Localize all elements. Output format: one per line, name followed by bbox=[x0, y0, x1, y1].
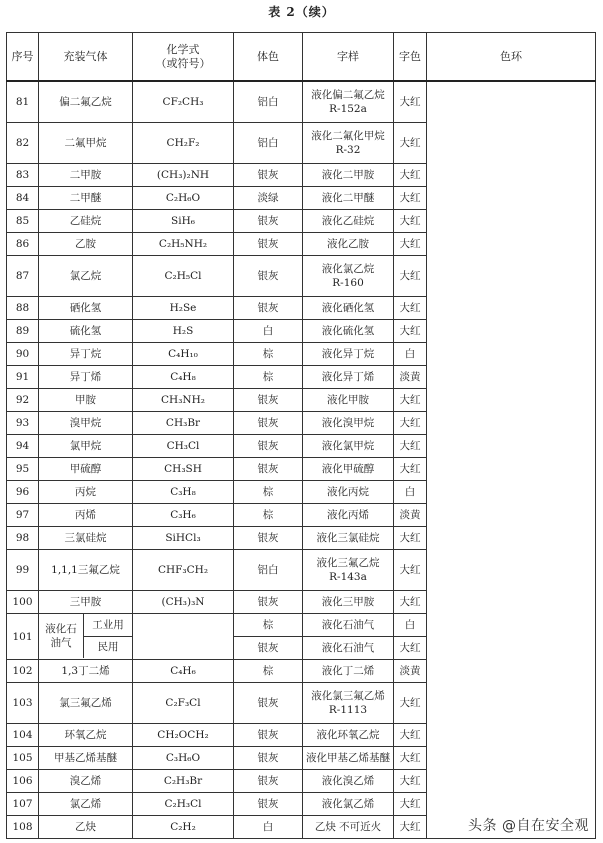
row-body-color: 棕 bbox=[234, 614, 303, 637]
row-text bbox=[303, 527, 394, 550]
row-gas: 异丁烯 bbox=[39, 366, 133, 389]
header-no: 序号 bbox=[7, 33, 39, 82]
row-text-line1: 液化三氟乙烷 bbox=[316, 557, 380, 569]
row-gas: 偏二氟乙烷 bbox=[39, 81, 133, 123]
row-body-color: 银灰 bbox=[234, 591, 303, 614]
header-body-color: 体色 bbox=[234, 33, 303, 82]
row-gas: 氯甲烷 bbox=[39, 435, 133, 458]
row-formula: C₂H₃Cl bbox=[133, 793, 234, 816]
row-text-line1: 液化乙胺 bbox=[327, 238, 369, 250]
ring-cell bbox=[427, 81, 596, 839]
row-gas: 异丁烷 bbox=[39, 343, 133, 366]
row-formula bbox=[133, 614, 234, 660]
row-text-color: 大红 bbox=[394, 793, 427, 816]
row-gas: 丙烯 bbox=[39, 504, 133, 527]
row-gas: 甲胺 bbox=[39, 389, 133, 412]
row-text-line1: 液化硒化氢 bbox=[321, 302, 375, 314]
row-body-color: 银灰 bbox=[234, 637, 303, 660]
row-no: 98 bbox=[7, 527, 39, 550]
row-text-line1: 液化异丁烷 bbox=[321, 348, 375, 360]
row-text bbox=[303, 504, 394, 527]
row-text-color: 淡黄 bbox=[394, 660, 427, 683]
row-text bbox=[303, 770, 394, 793]
row-text-color: 大红 bbox=[394, 187, 427, 210]
row-text-color: 大红 bbox=[394, 81, 427, 123]
row-text-color: 大红 bbox=[394, 458, 427, 481]
header-formula-line1: 化学式 bbox=[166, 42, 200, 56]
row-text bbox=[303, 747, 394, 770]
header-formula-line2: （或符号） bbox=[155, 56, 211, 70]
row-text-color: 大红 bbox=[394, 320, 427, 343]
row-text: 液化石油气 bbox=[303, 637, 394, 660]
row-text-color: 大红 bbox=[394, 724, 427, 747]
row-formula: (CH₃)₂NH bbox=[133, 164, 234, 187]
lpg-industrial: 工业用 bbox=[84, 614, 132, 637]
row-text-line1: 液化溴甲烷 bbox=[321, 417, 375, 429]
row-body-color: 白 bbox=[234, 320, 303, 343]
row-text-line1: 液化偏二氟乙烷 bbox=[311, 89, 385, 101]
row-no: 88 bbox=[7, 297, 39, 320]
row-formula: SiHCl₃ bbox=[133, 527, 234, 550]
row-no: 103 bbox=[7, 683, 39, 724]
row-text-color: 大红 bbox=[394, 550, 427, 591]
row-formula: CH₃NH₂ bbox=[133, 389, 234, 412]
row-gas: 甲硫醇 bbox=[39, 458, 133, 481]
row-text-line1: 液化硫化氢 bbox=[321, 325, 375, 337]
row-body-color: 银灰 bbox=[234, 297, 303, 320]
row-formula: H₂Se bbox=[133, 297, 234, 320]
row-no: 106 bbox=[7, 770, 39, 793]
row-body-color: 棕 bbox=[234, 504, 303, 527]
row-no: 102 bbox=[7, 660, 39, 683]
row-gas: 氯三氟乙烯 bbox=[39, 683, 133, 724]
row-text-color: 大红 bbox=[394, 683, 427, 724]
row-text-line2: R-152a bbox=[329, 103, 367, 115]
header-row bbox=[7, 33, 596, 82]
row-formula: C₂H₅Cl bbox=[133, 256, 234, 297]
row-formula: CHF₃CH₂ bbox=[133, 550, 234, 591]
row-text bbox=[303, 660, 394, 683]
row-gas: 甲基乙烯基醚 bbox=[39, 747, 133, 770]
row-text-line1: 液化二甲醚 bbox=[321, 192, 375, 204]
row-no: 94 bbox=[7, 435, 39, 458]
row-formula: CH₂OCH₂ bbox=[133, 724, 234, 747]
row-no: 85 bbox=[7, 210, 39, 233]
row-text-color: 大红 bbox=[394, 412, 427, 435]
lpg-label-line1: 液化石 bbox=[45, 623, 77, 635]
row-text-line1: 液化环氧乙烷 bbox=[316, 729, 380, 741]
row-text bbox=[303, 550, 394, 591]
row-text-line2: R-1113 bbox=[328, 704, 368, 716]
row-text-color: 大红 bbox=[394, 164, 427, 187]
row-text-line1: 液化二氟化甲烷 bbox=[311, 130, 385, 142]
row-text-line1: 液化异丁烯 bbox=[321, 371, 375, 383]
row-formula: C₂H₂ bbox=[133, 816, 234, 839]
row-body-color: 棕 bbox=[234, 481, 303, 504]
row-no: 108 bbox=[7, 816, 39, 839]
row-body-color: 银灰 bbox=[234, 210, 303, 233]
row-text-color: 大红 bbox=[394, 210, 427, 233]
row-no: 91 bbox=[7, 366, 39, 389]
row-body-color: 银灰 bbox=[234, 256, 303, 297]
row-body-color: 棕 bbox=[234, 660, 303, 683]
row-text-color: 大红 bbox=[394, 389, 427, 412]
row-gas: 二甲胺 bbox=[39, 164, 133, 187]
lpg-civil: 民用 bbox=[97, 641, 119, 653]
row-text bbox=[303, 389, 394, 412]
row-no: 104 bbox=[7, 724, 39, 747]
row-text-color: 大红 bbox=[394, 527, 427, 550]
row-gas: 乙胺 bbox=[39, 233, 133, 256]
row-text bbox=[303, 256, 394, 297]
row-text bbox=[303, 366, 394, 389]
row-body-color: 银灰 bbox=[234, 458, 303, 481]
row-gas: 三甲胺 bbox=[39, 591, 133, 614]
row-text-line2: R-143a bbox=[329, 571, 367, 583]
row-formula: C₄H₁₀ bbox=[133, 343, 234, 366]
row-body-color: 棕 bbox=[234, 343, 303, 366]
row-gas: 硒化氢 bbox=[39, 297, 133, 320]
header-ring: 色环 bbox=[427, 33, 596, 82]
row-gas: 溴甲烷 bbox=[39, 412, 133, 435]
row-text-color: 大红 bbox=[394, 591, 427, 614]
row-text bbox=[303, 320, 394, 343]
row-body-color: 棕 bbox=[234, 366, 303, 389]
row-text-line1: 液化甲基乙烯基醚 bbox=[306, 752, 390, 764]
row-text bbox=[303, 481, 394, 504]
row-formula: C₂H₆O bbox=[133, 187, 234, 210]
row-body-color: 银灰 bbox=[234, 527, 303, 550]
row-body-color: 银灰 bbox=[234, 724, 303, 747]
header-text-color: 字色 bbox=[394, 33, 427, 82]
row-body-color: 铝白 bbox=[234, 123, 303, 164]
row-no: 86 bbox=[7, 233, 39, 256]
row-no: 107 bbox=[7, 793, 39, 816]
row-no: 99 bbox=[7, 550, 39, 591]
row-text-line1: 液化氯乙烷 bbox=[321, 263, 375, 275]
watermark: 头条 @自在安全观 bbox=[468, 818, 589, 834]
row-text bbox=[303, 343, 394, 366]
row-text bbox=[303, 123, 394, 164]
row-text-color: 大红 bbox=[394, 233, 427, 256]
row-no: 89 bbox=[7, 320, 39, 343]
row-formula: C₃H₆ bbox=[133, 504, 234, 527]
row-no: 96 bbox=[7, 481, 39, 504]
table-row bbox=[7, 81, 596, 123]
row-body-color: 银灰 bbox=[234, 164, 303, 187]
row-text-color: 淡黄 bbox=[394, 366, 427, 389]
row-formula: (CH₃)₃N bbox=[133, 591, 234, 614]
row-text-line1: 液化丁二烯 bbox=[321, 665, 375, 677]
row-text bbox=[303, 816, 394, 839]
row-formula: SiH₆ bbox=[133, 210, 234, 233]
row-text-line1: 液化氯乙烯 bbox=[321, 798, 375, 810]
gas-cylinder-color-table bbox=[6, 32, 596, 839]
row-text-color: 大红 bbox=[394, 816, 427, 839]
row-text-line1: 液化甲胺 bbox=[327, 394, 369, 406]
row-text-color: 白 bbox=[394, 614, 427, 637]
row-text bbox=[303, 210, 394, 233]
row-text-color: 白 bbox=[394, 343, 427, 366]
row-text-color: 大红 bbox=[394, 256, 427, 297]
row-no: 95 bbox=[7, 458, 39, 481]
row-text bbox=[303, 164, 394, 187]
row-formula: C₃H₈ bbox=[133, 481, 234, 504]
row-gas: 二甲醚 bbox=[39, 187, 133, 210]
row-text-color: 大红 bbox=[394, 297, 427, 320]
row-formula: C₂F₃Cl bbox=[133, 683, 234, 724]
row-no: 90 bbox=[7, 343, 39, 366]
row-text bbox=[303, 81, 394, 123]
row-no: 101 bbox=[7, 614, 39, 660]
row-text bbox=[303, 233, 394, 256]
row-formula: C₃H₆O bbox=[133, 747, 234, 770]
row-no: 105 bbox=[7, 747, 39, 770]
row-body-color: 银灰 bbox=[234, 747, 303, 770]
row-text bbox=[303, 187, 394, 210]
row-formula: C₄H₆ bbox=[133, 660, 234, 683]
row-body-color: 银灰 bbox=[234, 233, 303, 256]
row-text-color: 大红 bbox=[394, 747, 427, 770]
row-text bbox=[303, 683, 394, 724]
row-formula: C₂H₅NH₂ bbox=[133, 233, 234, 256]
row-text-color: 大红 bbox=[394, 637, 427, 660]
row-text-line1: 液化甲硫醇 bbox=[321, 463, 375, 475]
row-gas: 乙硅烷 bbox=[39, 210, 133, 233]
row-body-color: 银灰 bbox=[234, 770, 303, 793]
lpg-label-line2: 油气 bbox=[50, 637, 72, 649]
row-gas: 二氟甲烷 bbox=[39, 123, 133, 164]
row-text-line1: 液化三甲胺 bbox=[321, 596, 375, 608]
row-body-color: 银灰 bbox=[234, 435, 303, 458]
header-gas: 充装气体 bbox=[39, 33, 133, 82]
row-text-color: 大红 bbox=[394, 770, 427, 793]
row-no: 81 bbox=[7, 81, 39, 123]
row-body-color: 银灰 bbox=[234, 389, 303, 412]
row-no: 84 bbox=[7, 187, 39, 210]
row-text-line1: 液化二甲胺 bbox=[321, 169, 375, 181]
row-text bbox=[303, 458, 394, 481]
row-formula: C₄H₈ bbox=[133, 366, 234, 389]
row-text bbox=[303, 435, 394, 458]
row-formula: CH₃SH bbox=[133, 458, 234, 481]
row-text-line2: R-160 bbox=[332, 277, 364, 289]
row-gas: 氯乙烯 bbox=[39, 793, 133, 816]
row-text-line1: 液化三氯硅烷 bbox=[316, 532, 380, 544]
row-gas: 溴乙烯 bbox=[39, 770, 133, 793]
row-text bbox=[303, 591, 394, 614]
row-body-color: 银灰 bbox=[234, 793, 303, 816]
row-gas: 硫化氢 bbox=[39, 320, 133, 343]
row-text bbox=[303, 793, 394, 816]
row-text-color: 淡黄 bbox=[394, 504, 427, 527]
row-gas: 丙烷 bbox=[39, 481, 133, 504]
header-formula bbox=[133, 33, 234, 82]
row-no: 100 bbox=[7, 591, 39, 614]
row-text bbox=[303, 297, 394, 320]
row-formula: CH₃Br bbox=[133, 412, 234, 435]
row-text-line1: 液化氯三氟乙烯 bbox=[311, 690, 385, 702]
row-no: 92 bbox=[7, 389, 39, 412]
row-body-color: 白 bbox=[234, 816, 303, 839]
row-text-color: 大红 bbox=[394, 123, 427, 164]
row-no: 87 bbox=[7, 256, 39, 297]
table-caption: 表 2（续） bbox=[268, 5, 335, 19]
row-no: 82 bbox=[7, 123, 39, 164]
row-text-line1: 液化氯甲烷 bbox=[321, 440, 375, 452]
row-body-color: 铝白 bbox=[234, 81, 303, 123]
row-body-color: 铝白 bbox=[234, 550, 303, 591]
row-text bbox=[303, 724, 394, 747]
row-formula: C₂H₃Br bbox=[133, 770, 234, 793]
row-text-color: 白 bbox=[394, 481, 427, 504]
row-gas: 氯乙烷 bbox=[39, 256, 133, 297]
row-text: 液化石油气 bbox=[303, 614, 394, 637]
row-text-line1: 液化丙烷 bbox=[327, 486, 369, 498]
row-text bbox=[303, 412, 394, 435]
row-text-line1: 液化乙硅烷 bbox=[321, 215, 375, 227]
row-formula: CH₃Cl bbox=[133, 435, 234, 458]
header-text: 字样 bbox=[303, 33, 394, 82]
row-formula: H₂S bbox=[133, 320, 234, 343]
row-formula: CH₂F₂ bbox=[133, 123, 234, 164]
row-no: 93 bbox=[7, 412, 39, 435]
row-text-line1: 液化溴乙烯 bbox=[321, 775, 375, 787]
row-no: 97 bbox=[7, 504, 39, 527]
row-formula: CF₂CH₃ bbox=[133, 81, 234, 123]
row-body-color: 银灰 bbox=[234, 683, 303, 724]
row-body-color: 银灰 bbox=[234, 412, 303, 435]
row-text-line2: R-32 bbox=[335, 144, 361, 156]
row-no: 83 bbox=[7, 164, 39, 187]
row-body-color: 淡绿 bbox=[234, 187, 303, 210]
row-gas: 1,3丁二烯 bbox=[39, 660, 133, 683]
row-gas: 环氧乙烷 bbox=[39, 724, 133, 747]
row-text-line1: 液化丙烯 bbox=[327, 509, 369, 521]
row-gas: 三氯硅烷 bbox=[39, 527, 133, 550]
row-text-line1: 乙炔 不可近火 bbox=[314, 821, 382, 833]
row-gas: 乙炔 bbox=[39, 816, 133, 839]
row-gas: 1,1,1三氟乙烷 bbox=[39, 550, 133, 591]
row-text-color: 大红 bbox=[394, 435, 427, 458]
row-gas-lpg bbox=[39, 614, 133, 660]
